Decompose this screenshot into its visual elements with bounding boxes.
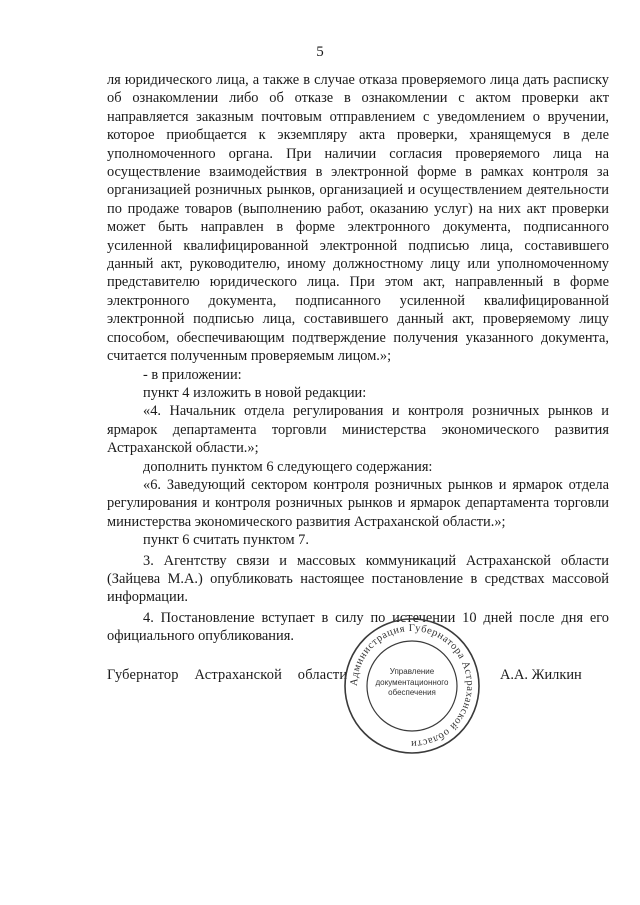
stamp-center-text xyxy=(342,667,482,699)
document-body xyxy=(107,71,609,646)
paragraph-renumber: пункт 6 считать пунктом 7. xyxy=(143,532,309,549)
paragraph-item6-text: «6. Заведующий сектором контроля розничных рынков и ярмарок отдела регулирования и контроля розничных рынков и ярмарок департамента торговли министерства экономического развития Астраханской области.»; xyxy=(107,476,609,530)
stamp-center-line: Управление xyxy=(389,667,435,676)
stamp-ring-text: Администрация Губернатора Астраханской области xyxy=(348,622,476,750)
signatory-name: А.А. Жилкин xyxy=(500,667,582,683)
page-number: 5 xyxy=(316,44,324,60)
signature-block xyxy=(0,667,640,687)
stamp-center-line: документационного xyxy=(375,677,449,687)
signatory-position: Губернатор Астраханской области xyxy=(107,667,348,683)
paragraph-item4-intro: пункт 4 изложить в новой редакции: xyxy=(143,384,367,401)
paragraph-continuation: ля юридического лица, а также в случае отказа проверяемого лица дать расписку об ознакомлении либо об отказе в ознакомлении с актом проверки акт направляется заказным почтовым отправлением с уведомлением о вручении, которое приобщается к экземпляру акта проверки, хранящемуся в деле уполномоченного органа. При наличии согласия проверяемого лица на осуществление взаимодействия в электронной форме в рамках контроля за организацией розничных рынков, организацией и осуществлением деятельности по продаже товаров (выполнению работ, оказанию услуг) на них акт проверки может быть направлен в форме электронного документа, подписанного усиленной квалифицированной электронной подписью лица, составившего данный акт, руководителю, иному должностному лицу или уполномоченному представителю юридического лица. При этом акт, направленный в форме электронного документа, подписанного усиленной квалифицированной электронной подписью лица, составившего данный акт, проверяемому лицу способом, обеспечивающим подтверждение получения указанного документа, считается полученным проверяемым лицом.»; xyxy=(107,72,609,365)
paragraph-appendix-intro: - в приложении: xyxy=(143,366,242,383)
paragraph-clause4: 4. Постановление вступает в силу по истечении 10 дней после дня его официального опубликования. xyxy=(107,609,609,645)
paragraph-clause3: 3. Агентству связи и массовых коммуникаций Астраханской области (Зайцева М.А.) опубликовать настоящее постановление в средствах массовой информации. xyxy=(107,552,609,606)
stamp-center-line: обеспечения xyxy=(388,688,436,697)
official-stamp xyxy=(342,616,482,756)
paragraph-item6-intro: дополнить пунктом 6 следующего содержания: xyxy=(143,458,433,475)
paragraph-item4-text: «4. Начальник отдела регулирования и контроля розничных рынков и ярмарок департамента торговли министерства экономического развития Астраханской области.»; xyxy=(107,403,609,457)
